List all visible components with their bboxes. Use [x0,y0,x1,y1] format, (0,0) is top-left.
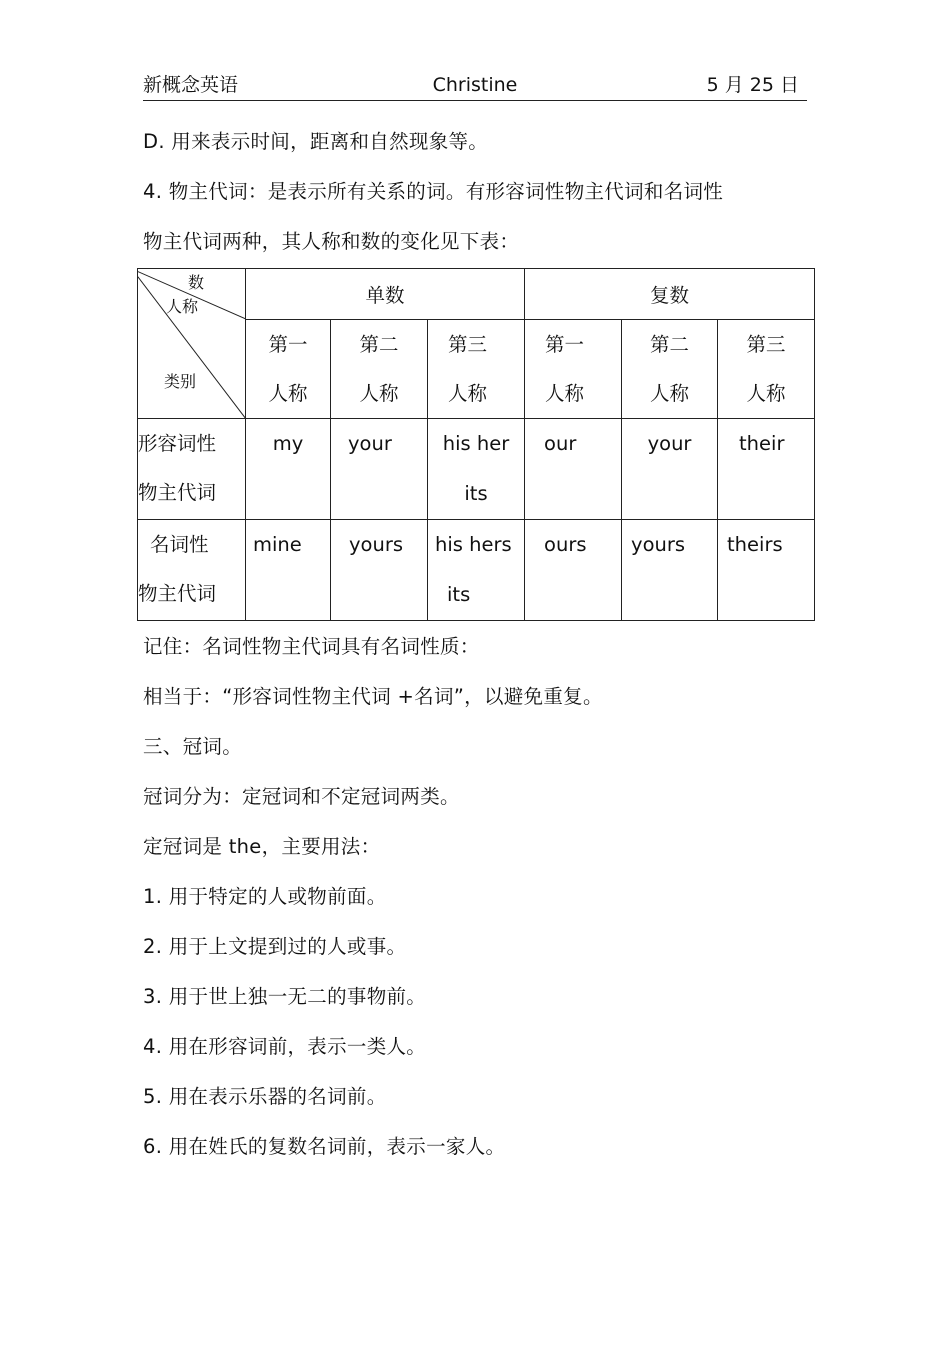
note-equivalent: 相当于：“形容词性物主代词 +名词”，以避免重复。 [143,685,603,708]
usage-item-1: 1. 用于特定的人或物前面。 [143,885,387,908]
table-cell: your [331,419,428,520]
note-remember: 记住：名词性物主代词具有名词性质： [143,635,480,658]
corner-person-label: 人称 [166,297,199,316]
corner-category-label: 类别 [164,372,197,391]
table-cell: his hers its [428,520,525,621]
sub-header-cell: 第二 人称 [331,320,428,419]
header-date: 5 月 25 日 [706,74,799,96]
possessive-pronoun-table [137,268,815,621]
paragraph-d: D. 用来表示时间，距离和自然现象等。 [143,130,489,153]
table-corner-cell [138,269,246,419]
paragraph-definite-article: 定冠词是 the，主要用法： [143,835,381,858]
usage-item-6: 6. 用在姓氏的复数名词前，表示一家人。 [143,1135,506,1158]
sub-header-cell: 第二 人称 [622,320,718,419]
paragraph-possessive-intro: 4. 物主代词：是表示所有关系的词。有形容词性物主代词和名词性 [143,180,724,203]
usage-item-3: 3. 用于世上独一无二的事物前。 [143,985,427,1008]
usage-item-4: 4. 用在形容词前，表示一类人。 [143,1035,427,1058]
table-cell: his her its [428,419,525,520]
row-label-adjective: 形容词性 物主代词 [138,419,246,520]
header-author: Christine [432,74,518,96]
sub-header-cell: 第一 人称 [246,320,331,419]
paragraph-possessive-intro-cont: 物主代词两种，其人称和数的变化见下表： [143,230,520,253]
table-cell: yours [622,520,718,621]
paragraph-article-types: 冠词分为：定冠词和不定冠词两类。 [143,785,460,808]
table-cell: mine [246,520,331,621]
usage-item-5: 5. 用在表示乐器的名词前。 [143,1085,387,1108]
group-header-singular: 单数 [246,269,525,320]
table-cell: ours [525,520,622,621]
table-cell: my [246,419,331,520]
sub-header-cell: 第三 人称 [718,320,815,419]
header-course-title: 新概念英语 [143,74,239,96]
table-cell: theirs [718,520,815,621]
table-cell: our [525,419,622,520]
group-header-plural: 复数 [525,269,815,320]
table-cell: yours [331,520,428,621]
corner-number-label: 数 [188,273,205,292]
sub-header-cell: 第三 人称 [428,320,525,419]
row-label-noun: 名词性 物主代词 [138,520,246,621]
table-cell: their [718,419,815,520]
page-header [143,72,807,101]
usage-item-2: 2. 用于上文提到过的人或事。 [143,935,407,958]
table-cell: your [622,419,718,520]
section-heading-articles: 三、冠词。 [143,735,243,758]
sub-header-cell: 第一 人称 [525,320,622,419]
